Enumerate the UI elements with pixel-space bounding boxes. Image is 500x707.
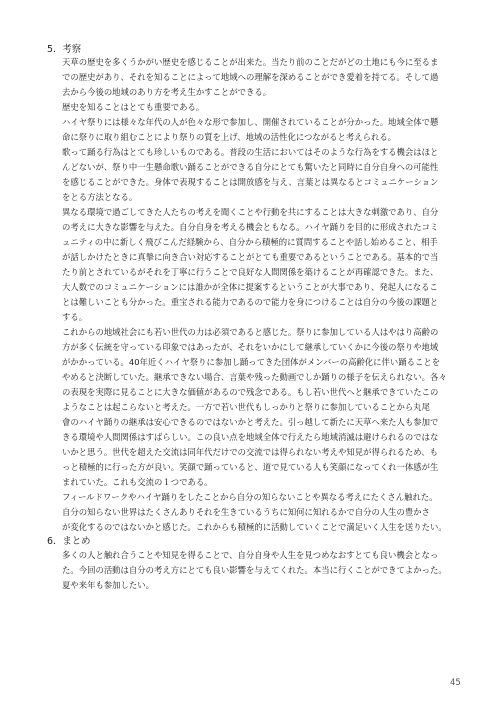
paragraph-line: いかと思う。世代を超えた交流は同年代だけでの交流では得られない考えや知見が得られるため、も [62,447,439,457]
paragraph-line: これからの地域社会にも若い世代の力は必須であると感じた。祭りに参加している人はやはり高齢の [62,327,439,337]
paragraph-line: をとる方法となる。 [62,192,138,202]
paragraph-line: ようなことは起こらないと考えた。一方で若い世代もしっかりと祭りに参加していることから丸尾 [62,402,431,412]
paragraph-line: 多くの人と触れ合うことや知見を得ることで、自分自身や人生を見つめなおすとても良い機会となっ [62,550,439,560]
paragraph-line: 大人数でのコミュニケーションには誰かが全体に提案するということが大事であり、発起人になるこ [62,282,438,292]
paragraph-line: 會のハイヤ踊りの継承は安心できるのではないかと考えた。引っ越して新たに天草へ来た人も参加で [62,417,439,427]
paragraph-line: の考えに大きな影響を与えた。自分自身を考える機会ともなる。ハイヤ踊りを目的に形成されたコミ [62,222,439,232]
paragraph-line: での歴史があり、それを知ることによって地域への理解を深めることができ愛着を持てる。そして過 [62,72,439,82]
paragraph-line: する。 [62,312,88,322]
paragraph-line: た。今回の活動は自分の考え方にとても良い影響を与えてくれた。本当に行くことができてよかった。 [62,565,447,575]
section-heading-5: 5．考察 [47,44,82,55]
paragraph-line: がかかっている。40年近くハイヤ祭りに参加し踊ってきた団体がメンバーの高齢化に伴い踊ることを [62,357,441,367]
paragraph-line: とは難しいことも分かった。重宝される能力であるので能力を身につけることは自分の今後の課題と [62,297,439,307]
paragraph-line: ュニティの中に新しく飛びこんだ経験から、自分から積極的に質問することや話し始めること、相手 [62,237,438,247]
paragraph-line: 自分の知らない世界はたくさんありそれを生きているうちに知何に知れるかで自分の人生の豊かさ [62,507,431,517]
paragraph-line: 異なる環境で過ごしてきた人たちの考えを聞くことや行動を共にすることは大きな刺激であり、自分 [62,207,439,217]
paragraph-line: の表現を実際に見ることに大きな価値があるので残念である。もし若い世代へと継承できていたこの [62,387,439,397]
paragraph-line: を感じることができた。身体で表現することは開放感を与え、言葉とは異なるとコミュニケーション [62,177,439,187]
paragraph-line: きる環境や人間関係はすばらしい。この良い点を地域全体で行えたら地域消滅は避けられるのではな [62,432,439,442]
paragraph-line: っと積極的に行った方が良い。笑顔で踊っていると、道で見ている人も笑顔になってくれ一体感が生 [62,462,439,472]
paragraph-line: んどないが、祭り中一生懸命歌い踊ることができる自分にとても驚いたと同時に自分自身への可能性 [62,162,439,172]
page-number: 45 [450,678,461,688]
paragraph-line: まれていた。これも交流の１つである。 [62,477,213,487]
paragraph-line: 去から今後の地域のあり方を考え生かすことができる。 [62,87,272,97]
paragraph-line: 命に祭りに取り組むことにより祭りの質を上げ、地域の活性化につながると考えられる。 [62,132,397,142]
paragraph-line: ハイヤ祭りには様々な年代の人が色々な形で参加し、開催されていることが分かった。地域全体で懸 [62,117,439,127]
paragraph-line: たり前とされているがそれを丁寧に行うことで良好な人間関係を築けることが再確認できた。また、 [62,267,439,277]
paragraph-line: 天草の歴史を多くうかがい歴史を感じることが出来た。当たり前のことだがどの土地にも今に至るま [62,57,439,67]
paragraph-line: が変化するのではないかと感じた。これからも積極的に活動していくことで満足いく人生を送りたい。 [62,522,447,532]
paragraph-line: フィールドワークやハイヤ踊りをしたことから自分の知らないことや異なる考えにたくさん触れた。 [62,492,438,502]
paragraph-line: 歌って踊る行為はとても珍しいものである。普段の生活においてはそのような行為をする機会はほと [62,147,439,157]
paragraph-line: 歴史を知ることはとても重要である。 [62,102,205,112]
paragraph-line: やめると決断していた。継承できない場合、言葉や残った動画でしか踊りの様子を伝えられない。各々 [62,372,447,382]
paragraph-line: が話しかけたときに真摯に向き合い対応することがとても重要であるということである。基本的で当 [62,252,439,262]
paragraph-line: 夏や来年も参加したい。 [62,580,155,590]
paragraph-line: 方が多く伝統を守っている印象ではあったが、それをいかにして継承していくかに今後の祭りや地域 [62,342,439,352]
section-heading-6: 6．まとめ [47,536,91,547]
